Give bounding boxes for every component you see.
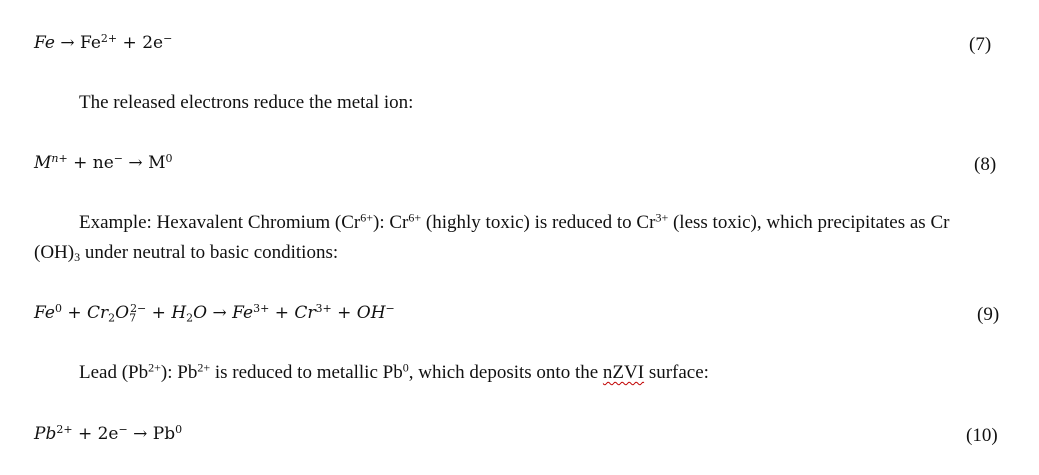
- equation-number-7: (7): [969, 34, 992, 55]
- paragraph-chromium-line-2: $(OH)_3$ under neutral to basic conditions:: [34, 242, 339, 264]
- equation-number-10: (10): [966, 425, 998, 446]
- equation-9: $Fe^0 + Cr_2O_7^{2-} + H_2O \to Fe^{3+} + Cr^{3+} + OH^-$: [34, 301, 395, 325]
- equation-number-8: (8): [974, 154, 997, 175]
- equation-number-9: (9): [977, 304, 1000, 325]
- equation-8: $M^{n+} + ne^- \to M^0$: [34, 151, 173, 173]
- equation-7: $Fe \to Fe^{2+} + 2e^-$: [34, 31, 173, 53]
- equation-10: $Pb^{2+} + 2e^- \to Pb^0$: [34, 422, 183, 444]
- paragraph-chromium-line-1: Example: Hexavalent Chromium $(Cr^{6+})$: $Cr^{6+}$ (highly toxic) is reduced to $Cr^{3+}$ (less toxic), which precipitates as Cr: [79, 210, 950, 233]
- spellcheck-word[interactable]: nZVI: [602, 362, 645, 383]
- paragraph-released-electrons: The released electrons reduce the metal ion:: [79, 92, 414, 113]
- paragraph-lead: Lead $(Pb^{2+})$: $Pb^{2+}$ is reduced to metallic Pb$^0$, which deposits onto the nZVI surface:: [79, 360, 709, 383]
